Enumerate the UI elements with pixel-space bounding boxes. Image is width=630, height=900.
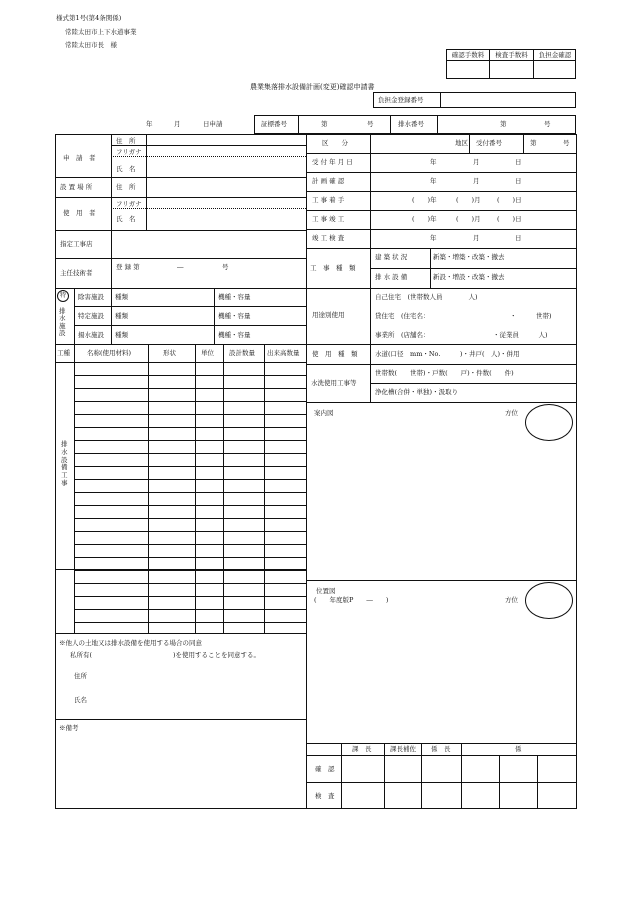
consent-line1: 私所有( [70, 651, 93, 659]
user-label: 使 用 者 [63, 209, 96, 217]
burden-reg-label: 負担金登録番号 [378, 96, 424, 104]
septic-text: 浄化槽(合併・単独)・汲取り [375, 388, 459, 396]
drain-equipment-label: 排 水 設 備 [375, 273, 408, 281]
addressee-line1: 常陸太田市上下水道事業 [65, 28, 137, 36]
table-row [74, 596, 306, 597]
self-home-text: 自己住宅 (世帯数人員 人) [375, 293, 478, 301]
approval-deputy-chief: 課長補佐 [390, 745, 416, 753]
col-shape: 形状 [163, 349, 176, 357]
site-label: 設 置 場 所 [60, 183, 93, 191]
applicant-address-label: 住 所 [116, 137, 136, 145]
plan-month: 月 [473, 177, 480, 185]
consent-address-label: 住所 [74, 672, 87, 680]
addressee-line2: 常陸太田市長 様 [65, 41, 117, 49]
plan-day: 日 [515, 177, 522, 185]
designated-contractor-label: 指定工事店 [60, 240, 93, 248]
col-design-qty: 設計数量 [229, 349, 255, 357]
completion-inspect-label: 竣 工 検 査 [312, 234, 345, 242]
burden-confirm-label: 負担金確認 [538, 51, 572, 59]
table-row [74, 557, 306, 558]
complete-day: ( )日 [497, 215, 522, 223]
start-year: ( )年 [412, 196, 437, 204]
inspect-label: 検 査 [315, 792, 335, 800]
approval-staff: 係 [515, 745, 522, 753]
work-type-label: 工 事 種 類 [310, 264, 356, 272]
rental-text: 貸住宅 (住宅名： [375, 312, 430, 320]
office-staff-text: ・従業員 人) [493, 331, 548, 339]
receipt-number-label: 受付番号 [476, 139, 502, 147]
households-text: 世帯数( 世帯)・戸数( 戸)・件数( 件) [375, 369, 514, 377]
page-title: 農業集落排水設備計画(変更)確認申請書 [250, 83, 375, 91]
table-row [74, 492, 306, 493]
guide-map-label: 案内図 [314, 409, 334, 417]
start-day: ( )日 [497, 196, 522, 204]
col-unit: 単位 [201, 349, 214, 357]
registration-dash: ― [177, 263, 184, 271]
table-row [74, 570, 306, 571]
table-row [74, 388, 306, 389]
approval-subsection-chief: 係 長 [431, 745, 451, 753]
facility-model: 機種・容量 [218, 331, 251, 339]
compass-circle-1 [525, 404, 573, 441]
usage-label: 用途別使用 [312, 311, 345, 319]
table-row [74, 414, 306, 415]
building-status-label: 建 築 状 況 [375, 253, 408, 261]
flush-label: 水洗使用工事等 [311, 379, 357, 387]
site-address-label: 住 所 [116, 183, 136, 191]
confirm-label: 確 認 [315, 765, 335, 773]
table-row [74, 375, 306, 376]
receipt-dai: 第 [530, 139, 537, 147]
user-name-label: 氏 名 [116, 215, 136, 223]
applicant-furigana-label: フリガナ [116, 148, 142, 156]
date-day: 日申請 [203, 120, 223, 128]
facility-name: 揚水施設 [78, 331, 104, 339]
inspect-year: 年 [430, 234, 437, 242]
form-number: 様式第1号(第4条関係) [56, 14, 122, 22]
remarks-label: ※備考 [59, 724, 79, 732]
inspect-month: 月 [473, 234, 480, 242]
cert-dai: 第 [321, 120, 328, 128]
consent-line2: )を使用することを同意する。 [173, 651, 261, 659]
registration-go: 号 [222, 263, 229, 271]
table-row [74, 479, 306, 480]
table-row [74, 453, 306, 454]
facilities-vertical-label: 排水施設 [59, 307, 66, 338]
work-vertical-label: 排水設備工事 [61, 440, 68, 487]
work-start-label: 工 事 着 手 [312, 196, 345, 204]
col-actual-qty: 出来高数量 [267, 349, 300, 357]
facility-kind: 種類 [115, 293, 128, 301]
year-ref-text: ( 年度版P ― ) [314, 596, 389, 604]
col-material-name: 名称(使用材料) [87, 349, 132, 357]
direction-label-2: 方位 [505, 596, 518, 604]
drain-go: 号 [544, 120, 551, 128]
table-row [74, 518, 306, 519]
consent-title: ※他人の土地又は排水設備を使用する場合の同意 [59, 639, 202, 647]
direction-label-1: 方位 [505, 409, 518, 417]
received-day: 日 [515, 158, 522, 166]
table-row [74, 440, 306, 441]
table-row [74, 622, 306, 623]
drain-options: 新設・増設・改築・撤去 [433, 273, 505, 281]
table-row [74, 531, 306, 532]
table-row [74, 401, 306, 402]
table-row [74, 466, 306, 467]
cert-label: 証標番号 [261, 120, 287, 128]
date-month: 月 [174, 120, 181, 128]
table-row [74, 544, 306, 545]
compass-circle-2 [525, 582, 573, 619]
special-mark: 特 [60, 292, 67, 299]
table-row [74, 583, 306, 584]
complete-month: ( )月 [456, 215, 481, 223]
received-date-label: 受 付 年 月 日 [312, 158, 353, 166]
facility-name: 特定施設 [78, 312, 104, 320]
plan-confirm-label: 計 画 確 認 [312, 177, 345, 185]
district-label: 地区 [455, 139, 468, 147]
facility-model: 機種・容量 [218, 312, 251, 320]
approval-section-chief: 課 長 [352, 745, 372, 753]
use-type-label: 使 用 種 類 [312, 350, 358, 358]
table-row [74, 505, 306, 506]
fee-confirm-label: 確認手数料 [451, 51, 485, 59]
location-map-label: 位置図 [316, 587, 336, 595]
applicant-label: 申 請 者 [63, 154, 96, 162]
building-options: 新築・増築・改築・撤去 [433, 253, 505, 261]
fee-inspect-label: 検査手数料 [495, 51, 528, 59]
received-month: 月 [473, 158, 480, 166]
date-year: 年 [146, 120, 153, 128]
table-row [74, 427, 306, 428]
start-month: ( )月 [456, 196, 481, 204]
inspect-day: 日 [515, 234, 522, 242]
facility-model: 機種・容量 [218, 293, 251, 301]
user-furigana-label: フリガナ [116, 200, 142, 208]
use-type-options: 水道(口径 mm・No. )・井戸( 人)・併用 [375, 350, 520, 358]
plan-year: 年 [430, 177, 437, 185]
drain-dai: 第 [500, 120, 507, 128]
row-category-label: 区 分 [322, 139, 348, 147]
consent-name-label: 氏名 [74, 696, 87, 704]
office-text: 事業所 (店舗名： [375, 331, 430, 339]
received-year: 年 [430, 158, 437, 166]
table-row [74, 609, 306, 610]
facility-kind: 種類 [115, 331, 128, 339]
applicant-name-label: 氏 名 [116, 165, 136, 173]
col-work-type: 工種 [57, 349, 70, 357]
registration-label: 登 録 第 [116, 263, 140, 271]
complete-year: ( )年 [412, 215, 437, 223]
cert-go: 号 [367, 120, 374, 128]
drain-number-label: 排水番号 [398, 120, 424, 128]
chief-engineer-label: 主任技術者 [60, 269, 93, 277]
receipt-go: 号 [563, 139, 570, 147]
work-complete-label: 工 事 竣 工 [312, 215, 345, 223]
facility-kind: 種類 [115, 312, 128, 320]
facility-name: 除害施設 [78, 293, 104, 301]
rental-units-text: ・ 世帯) [510, 312, 552, 320]
